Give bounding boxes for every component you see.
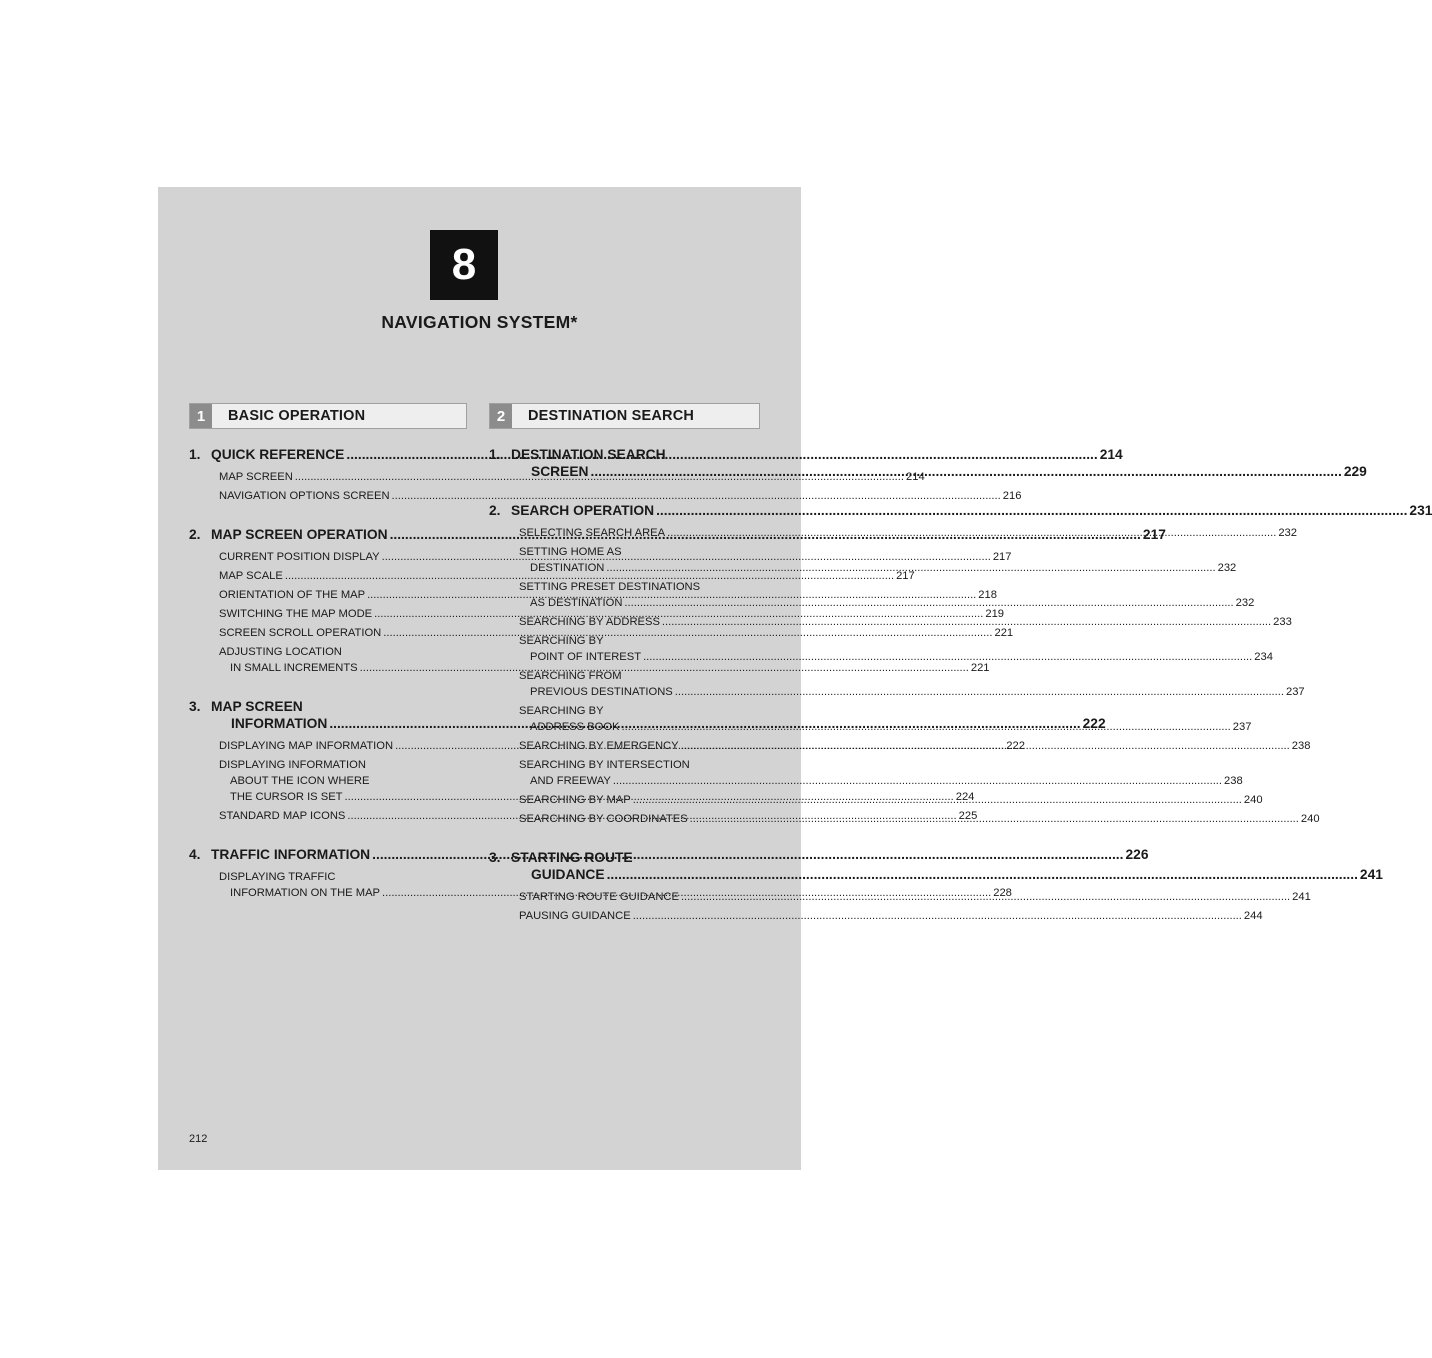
toc-subtopic-page: 238	[1224, 775, 1243, 787]
toc-subtopic-page: 234	[1254, 651, 1273, 663]
toc-subtopic-title: SEARCHING BY	[519, 705, 604, 717]
toc-subtopic-page: 221	[994, 627, 1014, 639]
toc-subtopic-title: INFORMATION ON THE MAP	[230, 887, 380, 899]
toc-topic-title: MAP SCREEN OPERATION	[211, 527, 388, 542]
chapter-title: NAVIGATION SYSTEM*	[381, 312, 578, 332]
toc-topic-page: 229	[1343, 464, 1367, 479]
toc-topic-row	[511, 866, 1383, 883]
toc-topic-page: 214	[1099, 447, 1123, 462]
toc-subtopic-title: SEARCHING BY INTERSECTION	[519, 759, 690, 771]
toc-topic-row	[511, 463, 1367, 480]
toc-subtopic-page: 244	[1243, 910, 1263, 922]
toc-subtopic-title: SETTING HOME AS	[519, 546, 622, 558]
toc-topic-number: 4.	[189, 847, 201, 862]
toc-subtopic-row	[519, 684, 1305, 700]
toc-topic-title: TRAFFIC INFORMATION	[211, 847, 371, 862]
toc-subtopic-row	[519, 773, 1243, 789]
toc-subtopic-title: ORIENTATION OF THE MAP	[219, 589, 366, 601]
toc-subtopic-title: DESTINATION	[530, 562, 605, 574]
toc-subtopic-title: POINT OF INTEREST	[530, 651, 642, 663]
toc-subtopic-title: CURRENT POSITION DISPLAY	[219, 551, 380, 563]
toc-topic-number: 1.	[489, 447, 501, 462]
toc-subtopic-page: 232	[1278, 527, 1297, 539]
toc-subtopic-page: 232	[1217, 562, 1237, 574]
toc-topic-body	[511, 446, 1367, 480]
toc-subtopic-title: IN SMALL INCREMENTS	[230, 662, 358, 674]
dot-leader	[681, 889, 1290, 905]
toc-subtopic-title: SEARCHING BY EMERGENCY	[519, 740, 679, 752]
dot-leader	[613, 775, 1222, 787]
toc-subtopic-title: ADJUSTING LOCATION	[219, 646, 342, 658]
toc-topic-body	[511, 849, 1383, 883]
chapter-number-box	[430, 230, 498, 300]
section-number: 2	[490, 404, 512, 428]
toc-subtopic-row	[519, 649, 1273, 665]
toc-subtopic-page: 217	[992, 551, 1012, 563]
toc-subtopic-page: 222	[1006, 740, 1025, 752]
toc-topic-title: GUIDANCE	[531, 867, 605, 882]
toc-topic-title: MAP SCREEN	[211, 699, 303, 714]
dot-leader	[607, 866, 1358, 883]
toc-topic-line[interactable]	[489, 502, 1432, 519]
toc-subtopic-title: SEARCHING BY ADDRESS	[519, 616, 660, 628]
dot-leader	[681, 738, 1290, 754]
toc-subtopic[interactable]	[519, 757, 1243, 789]
section-header	[489, 403, 760, 429]
toc-subtopic-title: THE CURSOR IS SET	[230, 791, 343, 803]
toc-subtopic-page: 241	[1292, 891, 1311, 903]
section-number: 1	[190, 404, 212, 428]
toc-subtopic-title: SEARCHING BY COORDINATES	[519, 813, 688, 825]
toc-subtopic-page: 218	[978, 589, 997, 601]
toc-subtopic-title: SEARCHING BY MAP	[519, 794, 631, 806]
toc-subtopic-page: 221	[970, 662, 990, 674]
toc-topic-page: 226	[1125, 847, 1149, 862]
toc-subtopic[interactable]	[219, 469, 925, 485]
toc-subtopic-title: STARTING ROUTE GUIDANCE	[519, 891, 679, 903]
toc-subtopic-title: MAP SCREEN	[219, 471, 293, 483]
toc-subtopic-page: 233	[1273, 616, 1292, 628]
toc-subtopic-title: SCREEN SCROLL OPERATION	[219, 627, 382, 639]
toc-subtopic-page: 240	[1300, 813, 1320, 825]
section-title: DESTINATION SEARCH	[528, 408, 695, 424]
dot-leader	[643, 651, 1252, 663]
toc-subtopic-page: 232	[1235, 597, 1255, 609]
dot-leader	[690, 811, 1299, 827]
page-number: 212	[189, 1133, 208, 1145]
toc-subtopic-title: SEARCHING BY	[519, 635, 604, 647]
toc-subtopic-page: 217	[896, 570, 915, 582]
toc-topic-page: 222	[1082, 716, 1106, 731]
dot-leader	[662, 614, 1271, 630]
toc-subtopic-title: SEARCHING FROM	[519, 670, 622, 682]
toc-subtopic-title: STANDARD MAP ICONS	[219, 810, 346, 822]
section-header	[189, 403, 467, 429]
toc-topic-number: 1.	[189, 447, 201, 462]
toc-topic-body	[511, 502, 1432, 519]
toc-subtopic-title: SWITCHING THE MAP MODE	[219, 608, 373, 620]
toc-subtopic-title: DISPLAYING INFORMATION	[219, 759, 366, 771]
dot-leader	[622, 721, 1231, 733]
toc-subtopic-row	[219, 488, 1022, 504]
toc-subtopic-title: NAVIGATION OPTIONS SCREEN	[219, 490, 390, 502]
toc-subtopic-page: 225	[958, 810, 978, 822]
dot-leader	[633, 792, 1242, 808]
toc-subtopic-title: AND FREEWAY	[530, 775, 611, 787]
toc-subtopic[interactable]	[219, 488, 1022, 504]
toc-subtopics	[189, 469, 1022, 504]
toc-subtopic-title: ABOUT THE ICON WHERE	[230, 775, 370, 787]
toc-subtopic-page: 214	[906, 471, 925, 483]
toc-subtopic-page: 237	[1232, 721, 1252, 733]
toc-topic-row	[511, 502, 1432, 519]
dot-leader	[624, 597, 1233, 609]
toc-subtopic-page: 240	[1243, 794, 1263, 806]
toc-subtopic[interactable]	[519, 908, 1263, 924]
dot-leader	[675, 686, 1284, 698]
toc-topic-title: SEARCH OPERATION	[511, 503, 655, 518]
dot-leader	[606, 562, 1215, 574]
toc-topic-page: 231	[1409, 503, 1432, 518]
toc-topic-title: SCREEN	[531, 464, 589, 479]
toc-subtopic-page: 219	[985, 608, 1005, 620]
toc-subtopic-page: 238	[1291, 740, 1311, 752]
toc-topic-title: QUICK REFERENCE	[211, 447, 345, 462]
toc-subtopic-title: DISPLAYING TRAFFIC	[219, 871, 336, 883]
toc-subtopic-title: MAP SCALE	[219, 570, 283, 582]
toc-topic-page: 241	[1359, 867, 1383, 882]
toc-subtopic-row	[519, 908, 1263, 924]
toc-subtopic-page: 228	[993, 887, 1012, 899]
toc-subtopic-title: SETTING PRESET DESTINATIONS	[519, 581, 701, 593]
toc-subtopic-page: 216	[1002, 490, 1022, 502]
toc-topic-page: 217	[1142, 527, 1166, 542]
toc-subtopic-page: 224	[955, 791, 975, 803]
dot-leader	[633, 908, 1242, 924]
toc-topic-title: INFORMATION	[231, 716, 328, 731]
toc-subtopic-title: PAUSING GUIDANCE	[519, 910, 631, 922]
dot-leader	[591, 463, 1342, 480]
toc-topic-title: STARTING ROUTE	[511, 850, 633, 865]
section-title: BASIC OPERATION	[228, 408, 366, 424]
toc-topic-number: 2.	[489, 503, 501, 518]
chapter-number: 8	[451, 240, 477, 289]
toc-topic-title: DESTINATION SEARCH	[511, 447, 666, 462]
toc-subtopic-title: AS DESTINATION	[530, 597, 623, 609]
toc-subtopic-title: SELECTING SEARCH AREA	[519, 527, 666, 539]
toc-topic-number: 3.	[189, 699, 201, 714]
dot-leader	[667, 525, 1276, 541]
toc-topic-number: 2.	[189, 527, 201, 542]
toc-subtopic-row	[219, 469, 925, 485]
toc-topic-number: 3.	[489, 850, 501, 865]
toc-subtopic-title: PREVIOUS DESTINATIONS	[530, 686, 673, 698]
dot-leader	[656, 502, 1407, 519]
toc-subtopic-title: ADDRESS BOOK	[530, 721, 620, 733]
toc-subtopic-title: DISPLAYING MAP INFORMATION	[219, 740, 394, 752]
toc-subtopic-page: 237	[1285, 686, 1305, 698]
